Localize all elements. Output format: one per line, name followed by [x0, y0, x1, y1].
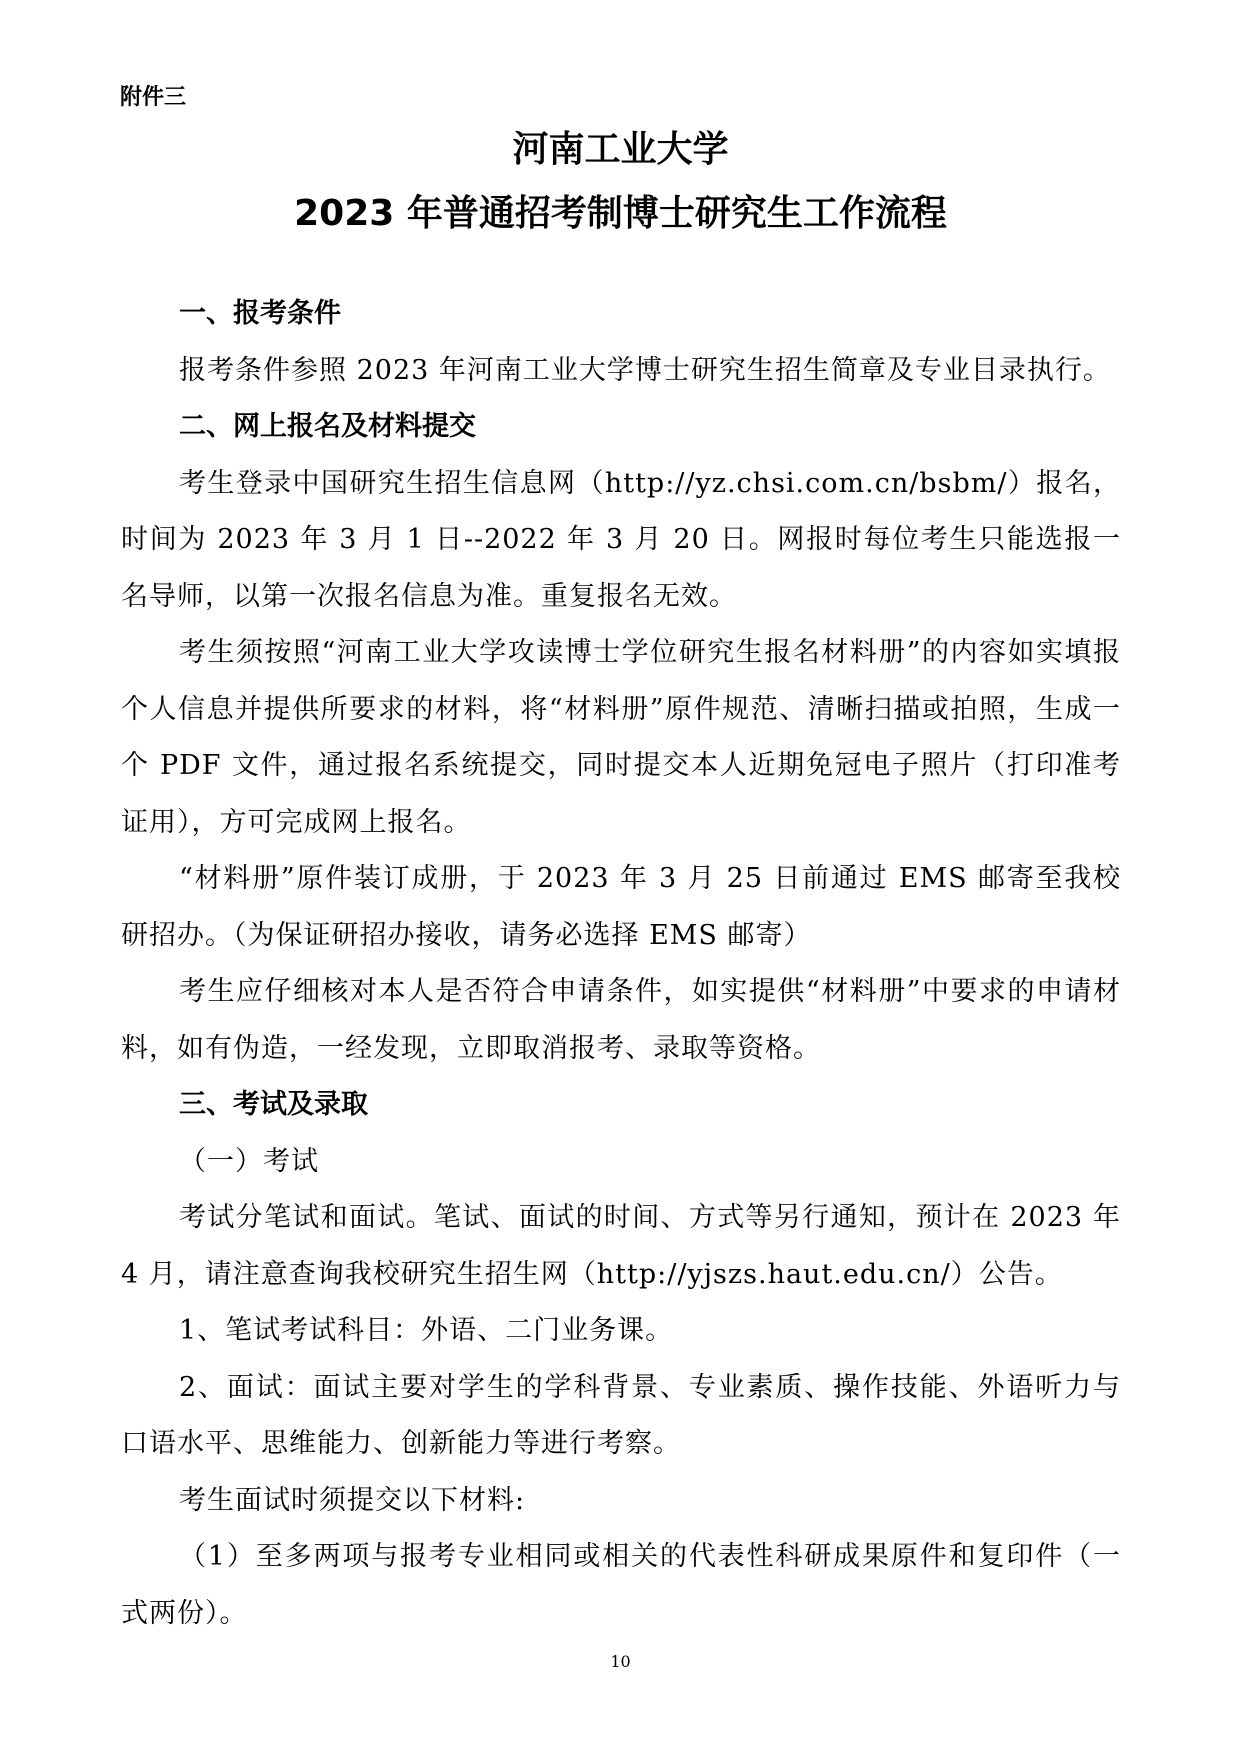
document-title-main: 2023 年普通招考制博士研究生工作流程	[294, 193, 947, 234]
list-item: 1、笔试考试科目：外语、二门业务课。	[179, 1315, 674, 1346]
document-title-institution: 河南工业大学	[512, 129, 729, 170]
paragraph: 考试分笔试和面试。笔试、面试的时间、方式等另行通知，预计在 2023 年 4 月，请注意查询我校研究生招生网（http://yjszs.haut.edu.cn/）公告。	[121, 1202, 1121, 1290]
paragraph: 考生应仔细核对本人是否符合申请条件，如实提供“材料册”中要求的申请材料，如有伪造，一经发现，立即取消报考、录取等资格。	[121, 976, 1121, 1064]
section-heading-registration: 二、网上报名及材料提交	[179, 411, 476, 442]
list-item: （1）至多两项与报考专业相同或相关的代表性科研成果原件和复印件（一式两份）。	[121, 1541, 1121, 1629]
attachment-label: 附件三	[120, 85, 187, 110]
paragraph: 报考条件参照 2023 年河南工业大学博士研究生招生简章及专业目录执行。	[179, 354, 1111, 386]
paragraph: 考生面试时须提交以下材料:	[179, 1484, 526, 1516]
paragraph: 考生须按照“河南工业大学攻读博士学位研究生报名材料册”的内容如实填报个人信息并提供所要求的材料，将“材料册”原件规范、清晰扫描或拍照，生成一个 PDF 文件，通过报名系统提交，同时提交本人近期免冠电子照片（打印准考证用），方可完成网上报名。	[121, 637, 1121, 838]
section-heading-exam-admission: 三、考试及录取	[179, 1089, 368, 1120]
subsection-heading-exam: （一）考试	[179, 1145, 319, 1177]
list-item: 2、面试：面试主要对学生的学科背景、专业素质、操作技能、外语听力与口语水平、思维能力、创新能力等进行考察。	[121, 1371, 1121, 1459]
paragraph: “材料册”原件装订成册，于 2023 年 3 月 25 日前通过 EMS 邮寄至我校研招办。（为保证研招办接收，请务必选择 EMS 邮寄）	[121, 863, 1121, 951]
paragraph: 考生登录中国研究生招生信息网（http://yz.chsi.com.cn/bsbm/）报名，时间为 2023 年 3 月 1 日--2022 年 3 月 20 日。网报时每位考生只能选报一名导师，以第一次报名信息为准。重复报名无效。	[121, 467, 1121, 612]
document-body	[121, 286, 1121, 1642]
section-heading-eligibility: 一、报考条件	[179, 298, 341, 329]
page-number: 10	[610, 1652, 631, 1671]
